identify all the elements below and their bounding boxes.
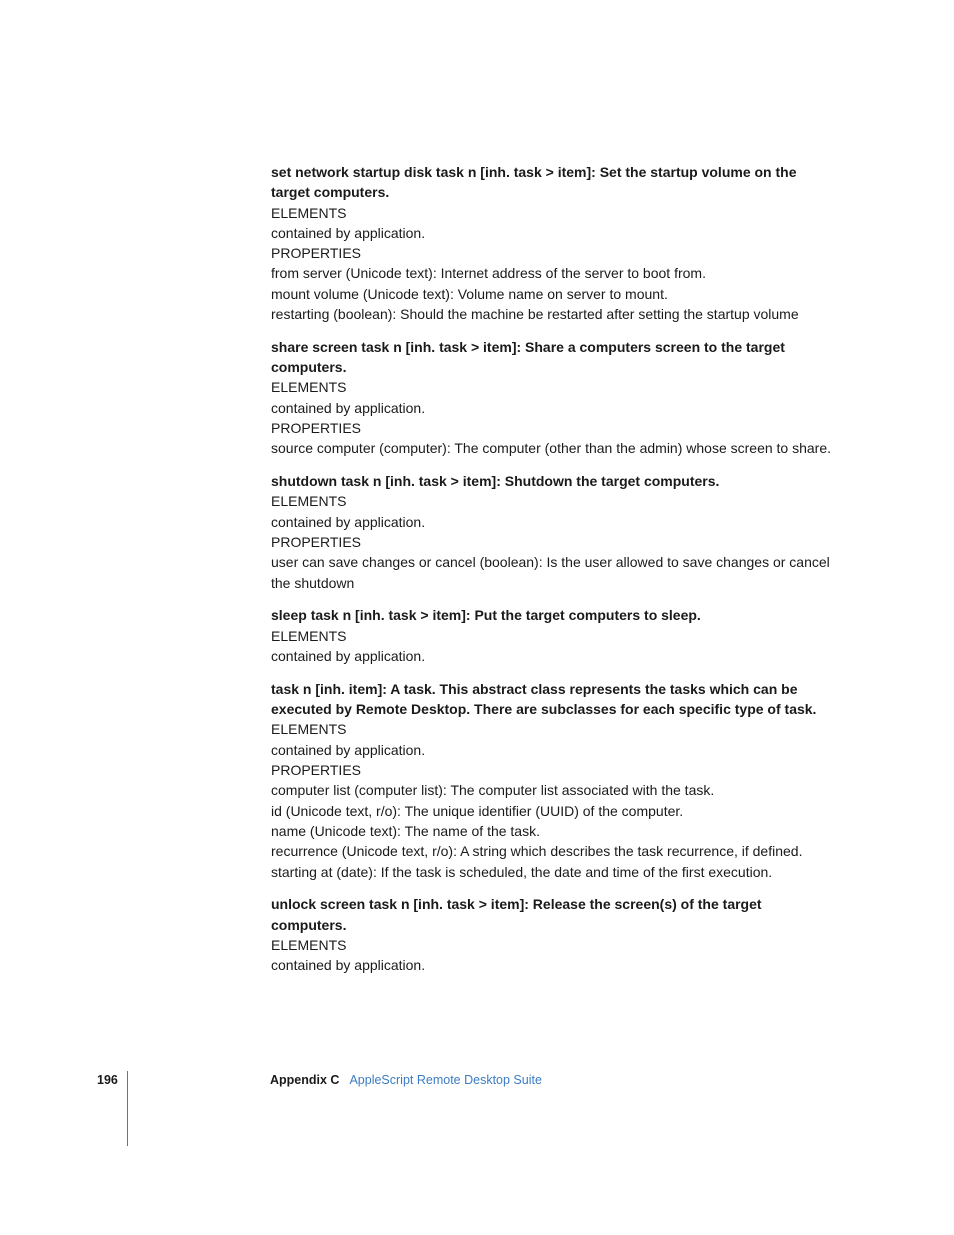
entry-set-network-startup-disk-task	[271, 162, 831, 324]
entry-share-screen-task	[271, 337, 831, 459]
entry-line: contained by application.	[271, 741, 426, 758]
elements-heading: ELEMENTS	[271, 204, 347, 221]
page-number: 196	[97, 1073, 118, 1087]
properties-heading: PROPERTIES	[271, 762, 361, 779]
elements-heading: ELEMENTS	[271, 936, 347, 953]
property-line: recurrence (Unicode text, r/o): A string which describes the task recurrence, if defined.	[271, 843, 803, 860]
elements-heading: ELEMENTS	[271, 721, 347, 738]
entry-shutdown-task	[271, 471, 831, 593]
property-line: id (Unicode text, r/o): The unique identifier (UUID) of the computer.	[271, 802, 684, 819]
page-content	[271, 162, 831, 988]
properties-heading: PROPERTIES	[271, 245, 361, 262]
entry-unlock-screen-task	[271, 894, 831, 975]
entry-title: set network startup disk task n [inh. task > item]: Set the startup volume on the target computers.	[271, 164, 797, 201]
chapter-label: Appendix C	[270, 1073, 340, 1087]
chapter-title: AppleScript Remote Desktop Suite	[349, 1073, 542, 1087]
entry-title: shutdown task n [inh. task > item]: Shutdown the target computers.	[271, 473, 720, 490]
entry-title: sleep task n [inh. task > item]: Put the target computers to sleep.	[271, 607, 701, 624]
property-line: computer list (computer list): The computer list associated with the task.	[271, 782, 715, 799]
footer-chapter	[270, 1071, 542, 1089]
property-line: starting at (date): If the task is scheduled, the date and time of the first execution.	[271, 863, 773, 880]
property-line: mount volume (Unicode text): Volume name on server to mount.	[271, 285, 668, 302]
elements-heading: ELEMENTS	[271, 493, 347, 510]
entry-title: unlock screen task n [inh. task > item]: Release the screen(s) of the target computers.	[271, 896, 762, 933]
entry-line: contained by application.	[271, 224, 426, 241]
entry-title: share screen task n [inh. task > item]: Share a computers screen to the target computers.	[271, 338, 785, 376]
entry-line: contained by application.	[271, 399, 426, 416]
properties-heading: PROPERTIES	[271, 534, 361, 551]
entry-task	[271, 679, 831, 882]
property-line: user can save changes or cancel (boolean): Is the user allowed to save changes or cancel the shutdown	[271, 554, 830, 591]
elements-heading: ELEMENTS	[271, 627, 347, 644]
entry-line: contained by application.	[271, 513, 426, 530]
property-line: name (Unicode text): The name of the task.	[271, 822, 540, 839]
footer-divider	[127, 1071, 128, 1146]
property-line: source computer (computer): The computer (other than the admin) whose screen to share.	[271, 440, 832, 457]
entry-line: contained by application.	[271, 648, 426, 665]
entry-sleep-task	[271, 605, 831, 666]
property-line: from server (Unicode text): Internet address of the server to boot from.	[271, 265, 706, 282]
entry-line: contained by application.	[271, 957, 426, 974]
property-line: restarting (boolean): Should the machine be restarted after setting the startup volume	[271, 306, 799, 323]
entry-title: task n [inh. item]: A task. This abstract class represents the tasks which can be executed by Remote Desktop. There are subclasses for each specific type of task.	[271, 680, 817, 718]
properties-heading: PROPERTIES	[271, 420, 361, 437]
elements-heading: ELEMENTS	[271, 379, 347, 396]
